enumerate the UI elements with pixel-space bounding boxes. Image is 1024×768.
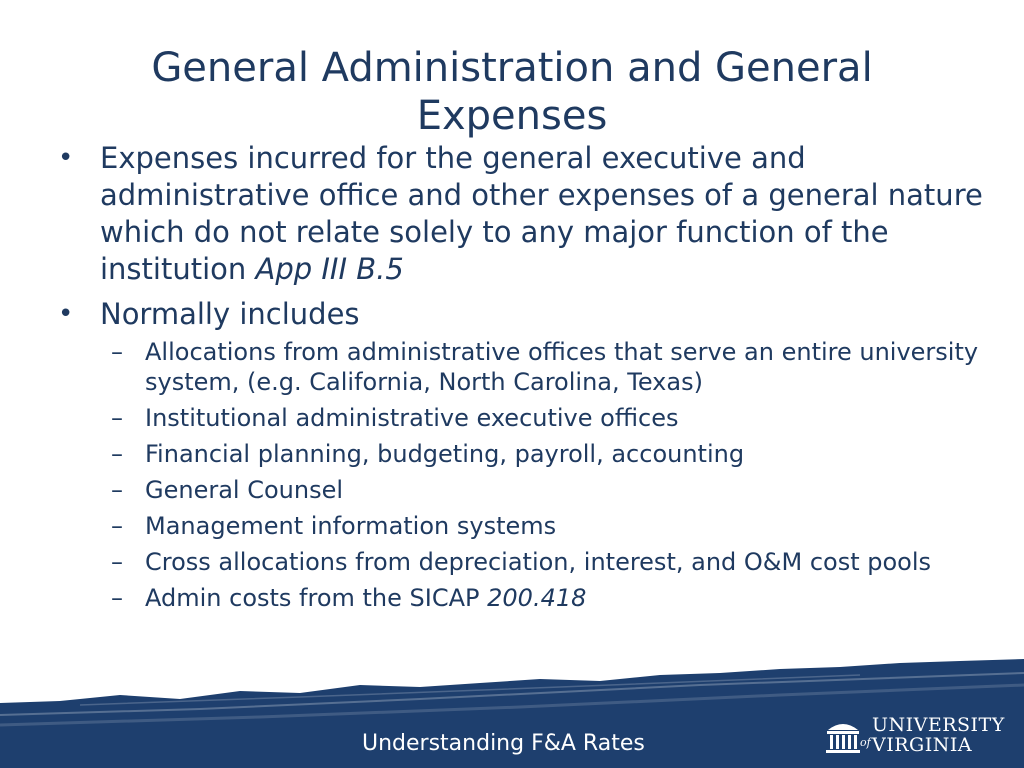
logo-text-line2: VIRGINIA: [872, 734, 973, 756]
sub-bullet-text: Management information systems: [145, 512, 557, 540]
dash-icon: –: [111, 338, 123, 366]
slide-title-line2: Expenses: [416, 93, 608, 139]
sub-bullet-item: [56, 583, 996, 613]
footer-caption: Understanding F&A Rates: [362, 731, 645, 756]
sub-bullet-text: Institutional administrative executive offices: [145, 404, 679, 432]
sub-bullet-text: Cross allocations from depreciation, interest, and O&M cost pools: [145, 548, 932, 576]
bullet-item: [56, 296, 996, 333]
rotunda-icon: [826, 716, 860, 756]
university-logo: [824, 712, 1005, 758]
sub-bullet-text: Financial planning, budgeting, payroll, accounting: [145, 440, 745, 468]
dash-icon: –: [111, 512, 123, 540]
bullet-item: [56, 140, 996, 288]
sub-bullet-text: General Counsel: [145, 476, 344, 504]
sub-bullet-item: [56, 403, 996, 433]
sub-bullet-text: Admin costs from the SICAP: [145, 584, 488, 612]
slide-content: [56, 140, 996, 619]
logo-text-of: of: [860, 736, 871, 749]
bullet-text: Normally includes: [100, 297, 360, 331]
sub-bullet-item: [56, 511, 996, 541]
slide-title: [60, 44, 964, 140]
bullet-dot-icon: •: [58, 299, 74, 329]
bullet-reference: App III B.5: [255, 252, 404, 286]
dash-icon: –: [111, 548, 123, 576]
logo-text-line1: UNIVERSITY: [872, 714, 1005, 736]
slide-title-line1: General Administration and General: [151, 45, 873, 91]
dash-icon: –: [111, 440, 123, 468]
sub-bullet-item: [56, 337, 996, 397]
dash-icon: –: [111, 584, 123, 612]
bullet-dot-icon: •: [58, 143, 74, 173]
sub-bullet-item: [56, 439, 996, 469]
dash-icon: –: [111, 404, 123, 432]
sub-bullet-item: [56, 547, 996, 577]
dash-icon: –: [111, 476, 123, 504]
bullet-text: Expenses incurred for the general executive and administrative office and other expenses of a general nature which do not relate solely to any major function of the institution: [100, 141, 983, 286]
sub-bullet-item: [56, 475, 996, 505]
sub-bullet-text: Allocations from administrative offices that serve an entire university system, (e.g. California, North Carolina, Texas): [145, 338, 979, 396]
sub-bullet-reference: 200.418: [487, 584, 587, 612]
